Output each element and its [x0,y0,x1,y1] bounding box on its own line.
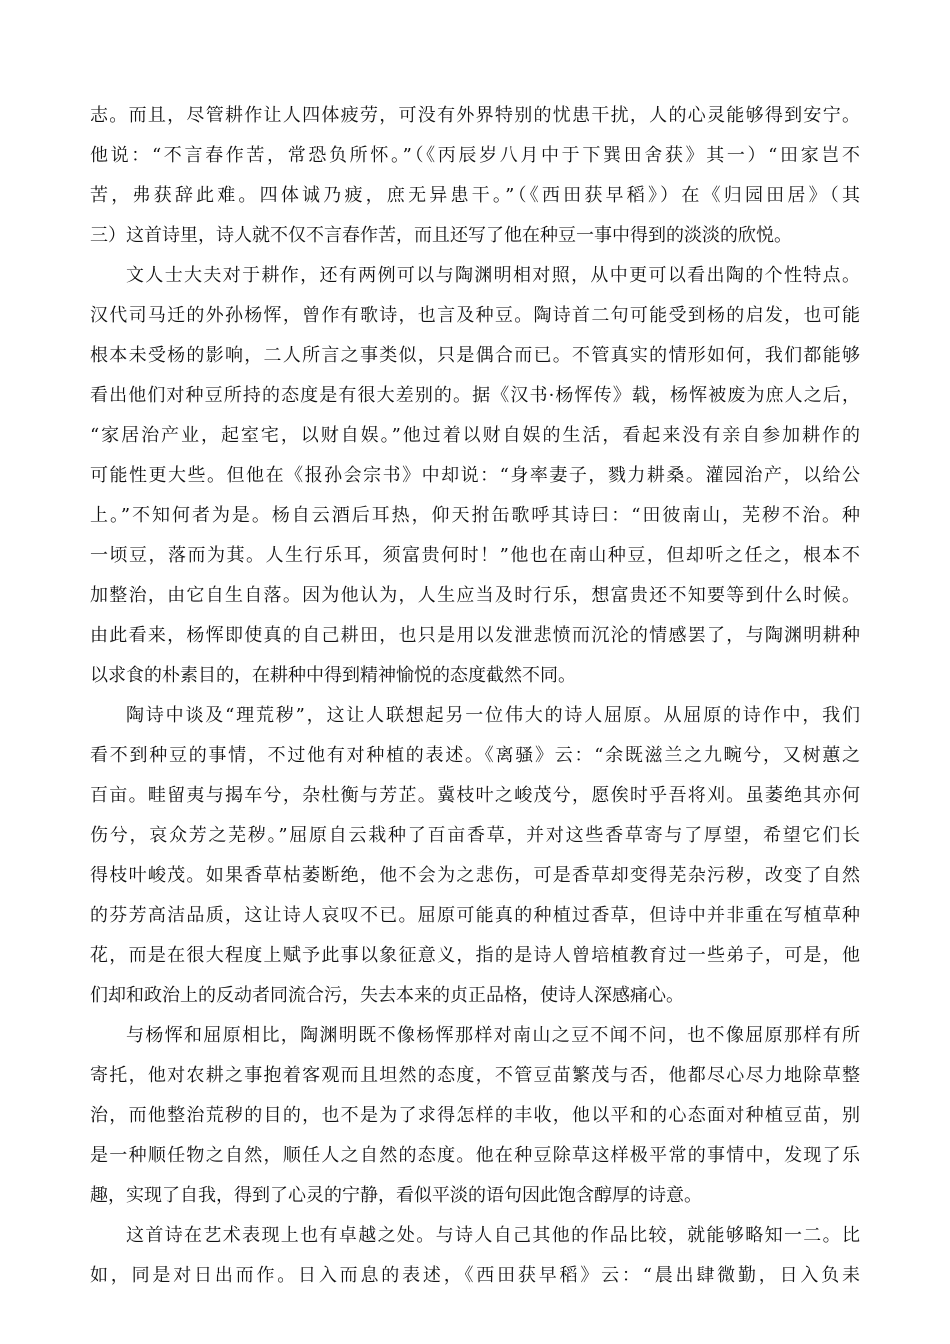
text-line: 以求食的朴素目的，在耕种中得到精神愉悦的态度截然不同。 [90,665,576,686]
text-line: 是一种顺任物之自然，顺任人之自然的态度。他在种豆除草这样极平常的事情中，发现了乐 [90,1145,860,1166]
text-line: 得枝叶峻茂。如果香草枯萎断绝，他不会为之悲伤，可是香草却变得芜杂污秽，改变了自然 [90,865,860,886]
text-line: 百亩。畦留夷与揭车兮，杂杜衡与芳芷。冀枝叶之峻茂兮，愿俟时乎吾将刈。虽萎绝其亦何 [90,785,860,806]
text-line: 三）这首诗里，诗人就不仅不言春作苦，而且还写了他在种豆一事中得到的淡淡的欣悦。 [90,225,792,246]
text-line: 根本未受杨的影响，二人所言之事类似，只是偶合而已。不管真实的情形如何，我们都能够 [90,345,860,366]
text-line: 陶诗中谈及“理荒秽”，这让人联想起另一位伟大的诗人屈原。从屈原的诗作中，我们 [126,705,860,726]
text-line: 文人士大夫对于耕作，还有两例可以与陶渊明相对照，从中更可以看出陶的个性特点。 [126,265,860,286]
text-line: 伤兮，哀众芳之芜秽。”屈原自云栽种了百亩香草，并对这些香草寄与了厚望，希望它们长 [90,825,860,846]
text-line: 可能性更大些。但他在《报孙会宗书》中却说：“身率妻子，戮力耕桑。灌园治产，以给公 [90,465,860,486]
text-line: 的芬芳高洁品质，这让诗人哀叹不已。屈原可能真的种植过香草，但诗中并非重在写植草种 [90,905,860,926]
text-line: 寄托，他对农耕之事抱着客观而且坦然的态度，不管豆苗繁茂与否，他都尽心尽力地除草整 [90,1065,860,1086]
text-line: 由此看来，杨恽即使真的自己耕田，也只是用以发泄悲愤而沉沦的情感罢了，与陶渊明耕种 [90,625,860,646]
text-line: 与杨恽和屈原相比，陶渊明既不像杨恽那样对南山之豆不闻不问，也不像屈原那样有所 [126,1025,860,1046]
document-page [90,96,860,1296]
text-line: 这首诗在艺术表现上也有卓越之处。与诗人自己其他的作品比较，就能够略知一二。比 [126,1225,860,1246]
text-line: 汉代司马迁的外孙杨恽，曾作有歌诗，也言及种豆。陶诗首二句可能受到杨的启发，也可能 [90,305,860,326]
text-line: 看不到种豆的事情，不过他有对种植的表述。《离骚》云：“余既滋兰之九畹兮，又树蕙之 [90,745,860,766]
text-line: 苦，弗获辞此难。四体诚乃疲，庶无异患干。”（《西田获早稻》）在《归园田居》（其 [90,185,860,206]
text-line: 趣，实现了自我，得到了心灵的宁静，看似平淡的语句因此饱含醇厚的诗意。 [90,1185,702,1206]
text-line: “家居治产业，起室宅，以财自娱。”他过着以财自娱的生活，看起来没有亲自参加耕作的 [90,425,860,446]
text-line: 加整治，由它自生自落。因为他认为，人生应当及时行乐，想富贵还不知要等到什么时候。 [90,585,860,606]
text-line: 一顷豆，落而为萁。人生行乐耳，须富贵何时！”他也在南山种豆，但却听之任之，根本不 [90,545,860,566]
text-line: 如，同是对日出而作。日入而息的表述，《西田获早稻》云：“晨出肆微勤，日入负耒 [90,1265,860,1286]
text-line: 志。而且，尽管耕作让人四体疲劳，可没有外界特别的忧患干扰，人的心灵能够得到安宁。 [90,105,860,126]
text-line: 他说：“不言春作苦，常恐负所怀。”（《丙辰岁八月中于下巽田舍获》其一）“田家岂不 [90,145,860,166]
text-line: 花，而是在很大程度上赋予此事以象征意义，指的是诗人曾培植教育过一些弟子，可是，他 [90,945,860,966]
text-line: 们却和政治上的反动者同流合污，失去本来的贞正品格，使诗人深感痛心。 [90,985,684,1006]
text-line: 上。”不知何者为是。杨自云酒后耳热，仰天拊缶歌呼其诗曰：“田彼南山，芜秽不治。种 [90,505,860,526]
text-line: 看出他们对种豆所持的态度是有很大差别的。据《汉书·杨恽传》载，杨恽被废为庶人之后， [90,385,860,406]
text-line: 治，而他整治荒秽的目的，也不是为了求得怎样的丰收，他以平和的心态面对种植豆苗，别 [90,1105,860,1126]
